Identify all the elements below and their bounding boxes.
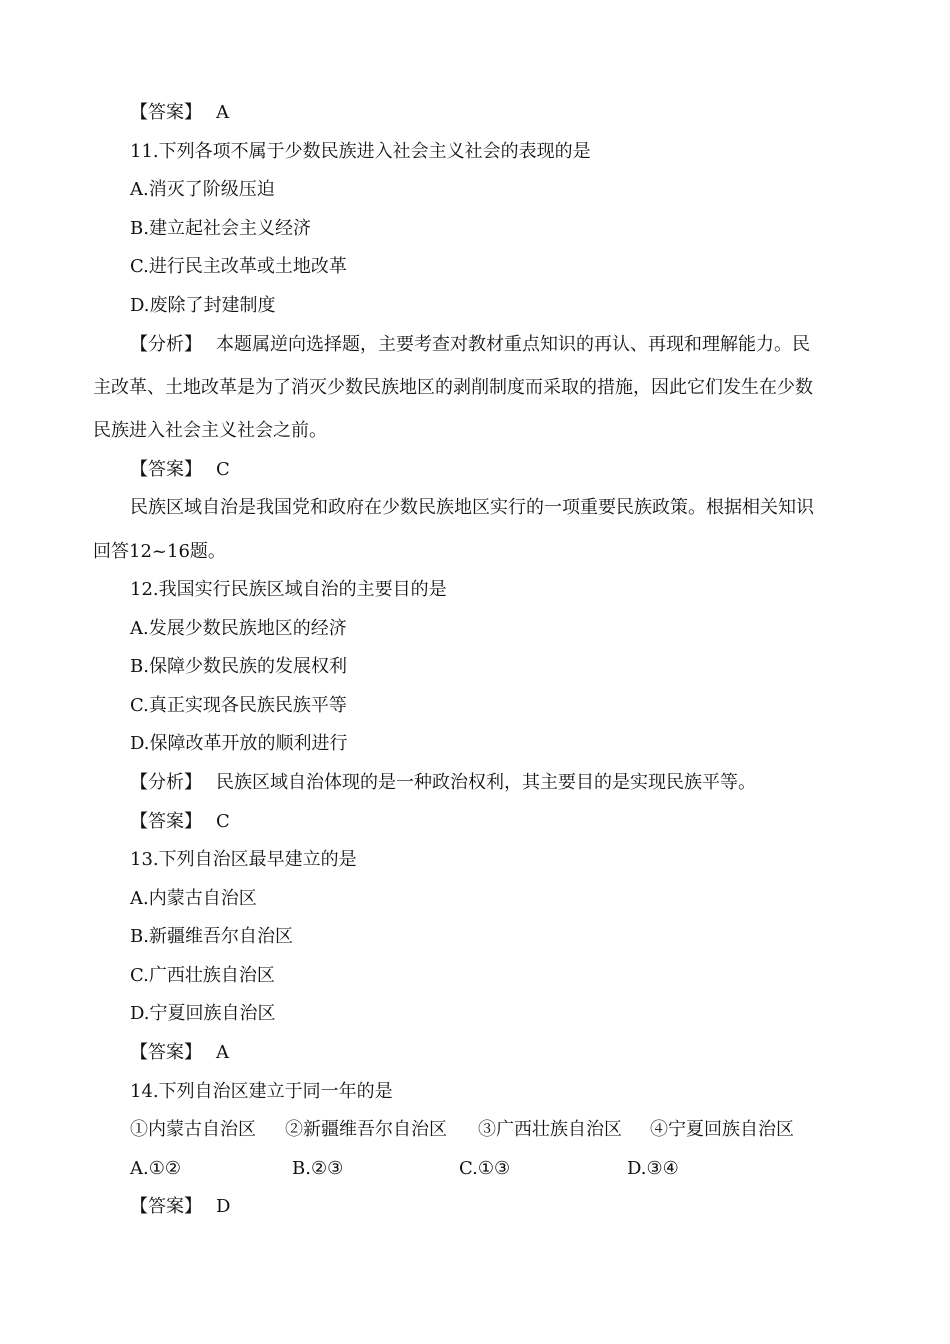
analysis-label: 【分析】 <box>130 772 202 793</box>
q12-stem: 12.我国实行民族区域自治的主要目的是 <box>130 579 447 600</box>
q13-answer <box>130 1041 229 1065</box>
q11-answer <box>130 458 230 482</box>
q14-option-b: B.②③ <box>292 1158 344 1179</box>
answer-value: C <box>216 459 230 480</box>
intro-line-1: 民族区域自治是我国党和政府在少数民族地区实行的一项重要民族政策。根据相关知识 <box>130 497 814 518</box>
q14-options <box>130 1157 830 1181</box>
answer-label: 【答案】 <box>130 811 202 832</box>
q11-option-a: A.消灭了阶级压迫 <box>130 179 275 200</box>
q14-stem: 14.下列自治区建立于同一年的是 <box>130 1081 393 1102</box>
q12-option-a: A.发展少数民族地区的经济 <box>130 618 347 639</box>
q13-stem: 13.下列自治区最早建立的是 <box>130 849 357 870</box>
q14-option-d: D.③④ <box>627 1158 679 1179</box>
answer-label: 【答案】 <box>130 1196 202 1217</box>
q13-option-a: A.内蒙古自治区 <box>130 888 257 909</box>
analysis-text: 民族区域自治体现的是一种政治权利，其主要目的是实现民族平等。 <box>216 772 756 793</box>
q14-item-2: ②新疆维吾尔自治区 <box>285 1119 447 1140</box>
q11-option-d: D.废除了封建制度 <box>130 295 276 316</box>
q14-answer <box>130 1195 230 1219</box>
q12-option-d: D.保障改革开放的顺利进行 <box>130 733 348 754</box>
q11-option-c: C.进行民主改革或土地改革 <box>130 256 347 277</box>
q14-item-1: ①内蒙古自治区 <box>130 1119 256 1140</box>
analysis-label: 【分析】 <box>130 334 202 355</box>
q11-stem: 11.下列各项不属于少数民族进入社会主义社会的表现的是 <box>130 141 591 162</box>
q11-analysis-line-1 <box>130 333 810 357</box>
q14-item-4: ④宁夏回族自治区 <box>650 1119 794 1140</box>
q10-answer <box>130 101 229 125</box>
q14-items <box>130 1118 830 1142</box>
q13-option-b: B.新疆维吾尔自治区 <box>130 926 293 947</box>
q14-option-c: C.①③ <box>459 1158 511 1179</box>
answer-label: 【答案】 <box>130 1042 202 1063</box>
answer-value: C <box>216 811 230 832</box>
answer-value: D <box>216 1196 231 1217</box>
q12-answer <box>130 810 230 834</box>
q12-analysis <box>130 771 756 795</box>
q14-option-a: A.①② <box>130 1158 181 1179</box>
q12-option-b: B.保障少数民族的发展权利 <box>130 656 347 677</box>
analysis-text: 本题属逆向选择题，主要考查对教材重点知识的再认、再现和理解能力。民 <box>216 334 810 355</box>
answer-label: 【答案】 <box>130 102 202 123</box>
answer-value: A <box>216 1042 229 1063</box>
q11-option-b: B.建立起社会主义经济 <box>130 218 311 239</box>
answer-label: 【答案】 <box>130 459 202 480</box>
q11-analysis-line-3: 民族进入社会主义社会之前。 <box>93 420 327 441</box>
q11-analysis-line-2: 主改革、土地改革是为了消灭少数民族地区的剥削制度而采取的措施，因此它们发生在少数 <box>93 377 813 398</box>
q13-option-d: D.宁夏回族自治区 <box>130 1003 276 1024</box>
q14-item-3: ③广西壮族自治区 <box>478 1119 622 1140</box>
q12-option-c: C.真正实现各民族民族平等 <box>130 695 347 716</box>
answer-value: A <box>216 102 229 123</box>
q13-option-c: C.广西壮族自治区 <box>130 965 275 986</box>
intro-line-2: 回答12~16题。 <box>93 541 226 562</box>
